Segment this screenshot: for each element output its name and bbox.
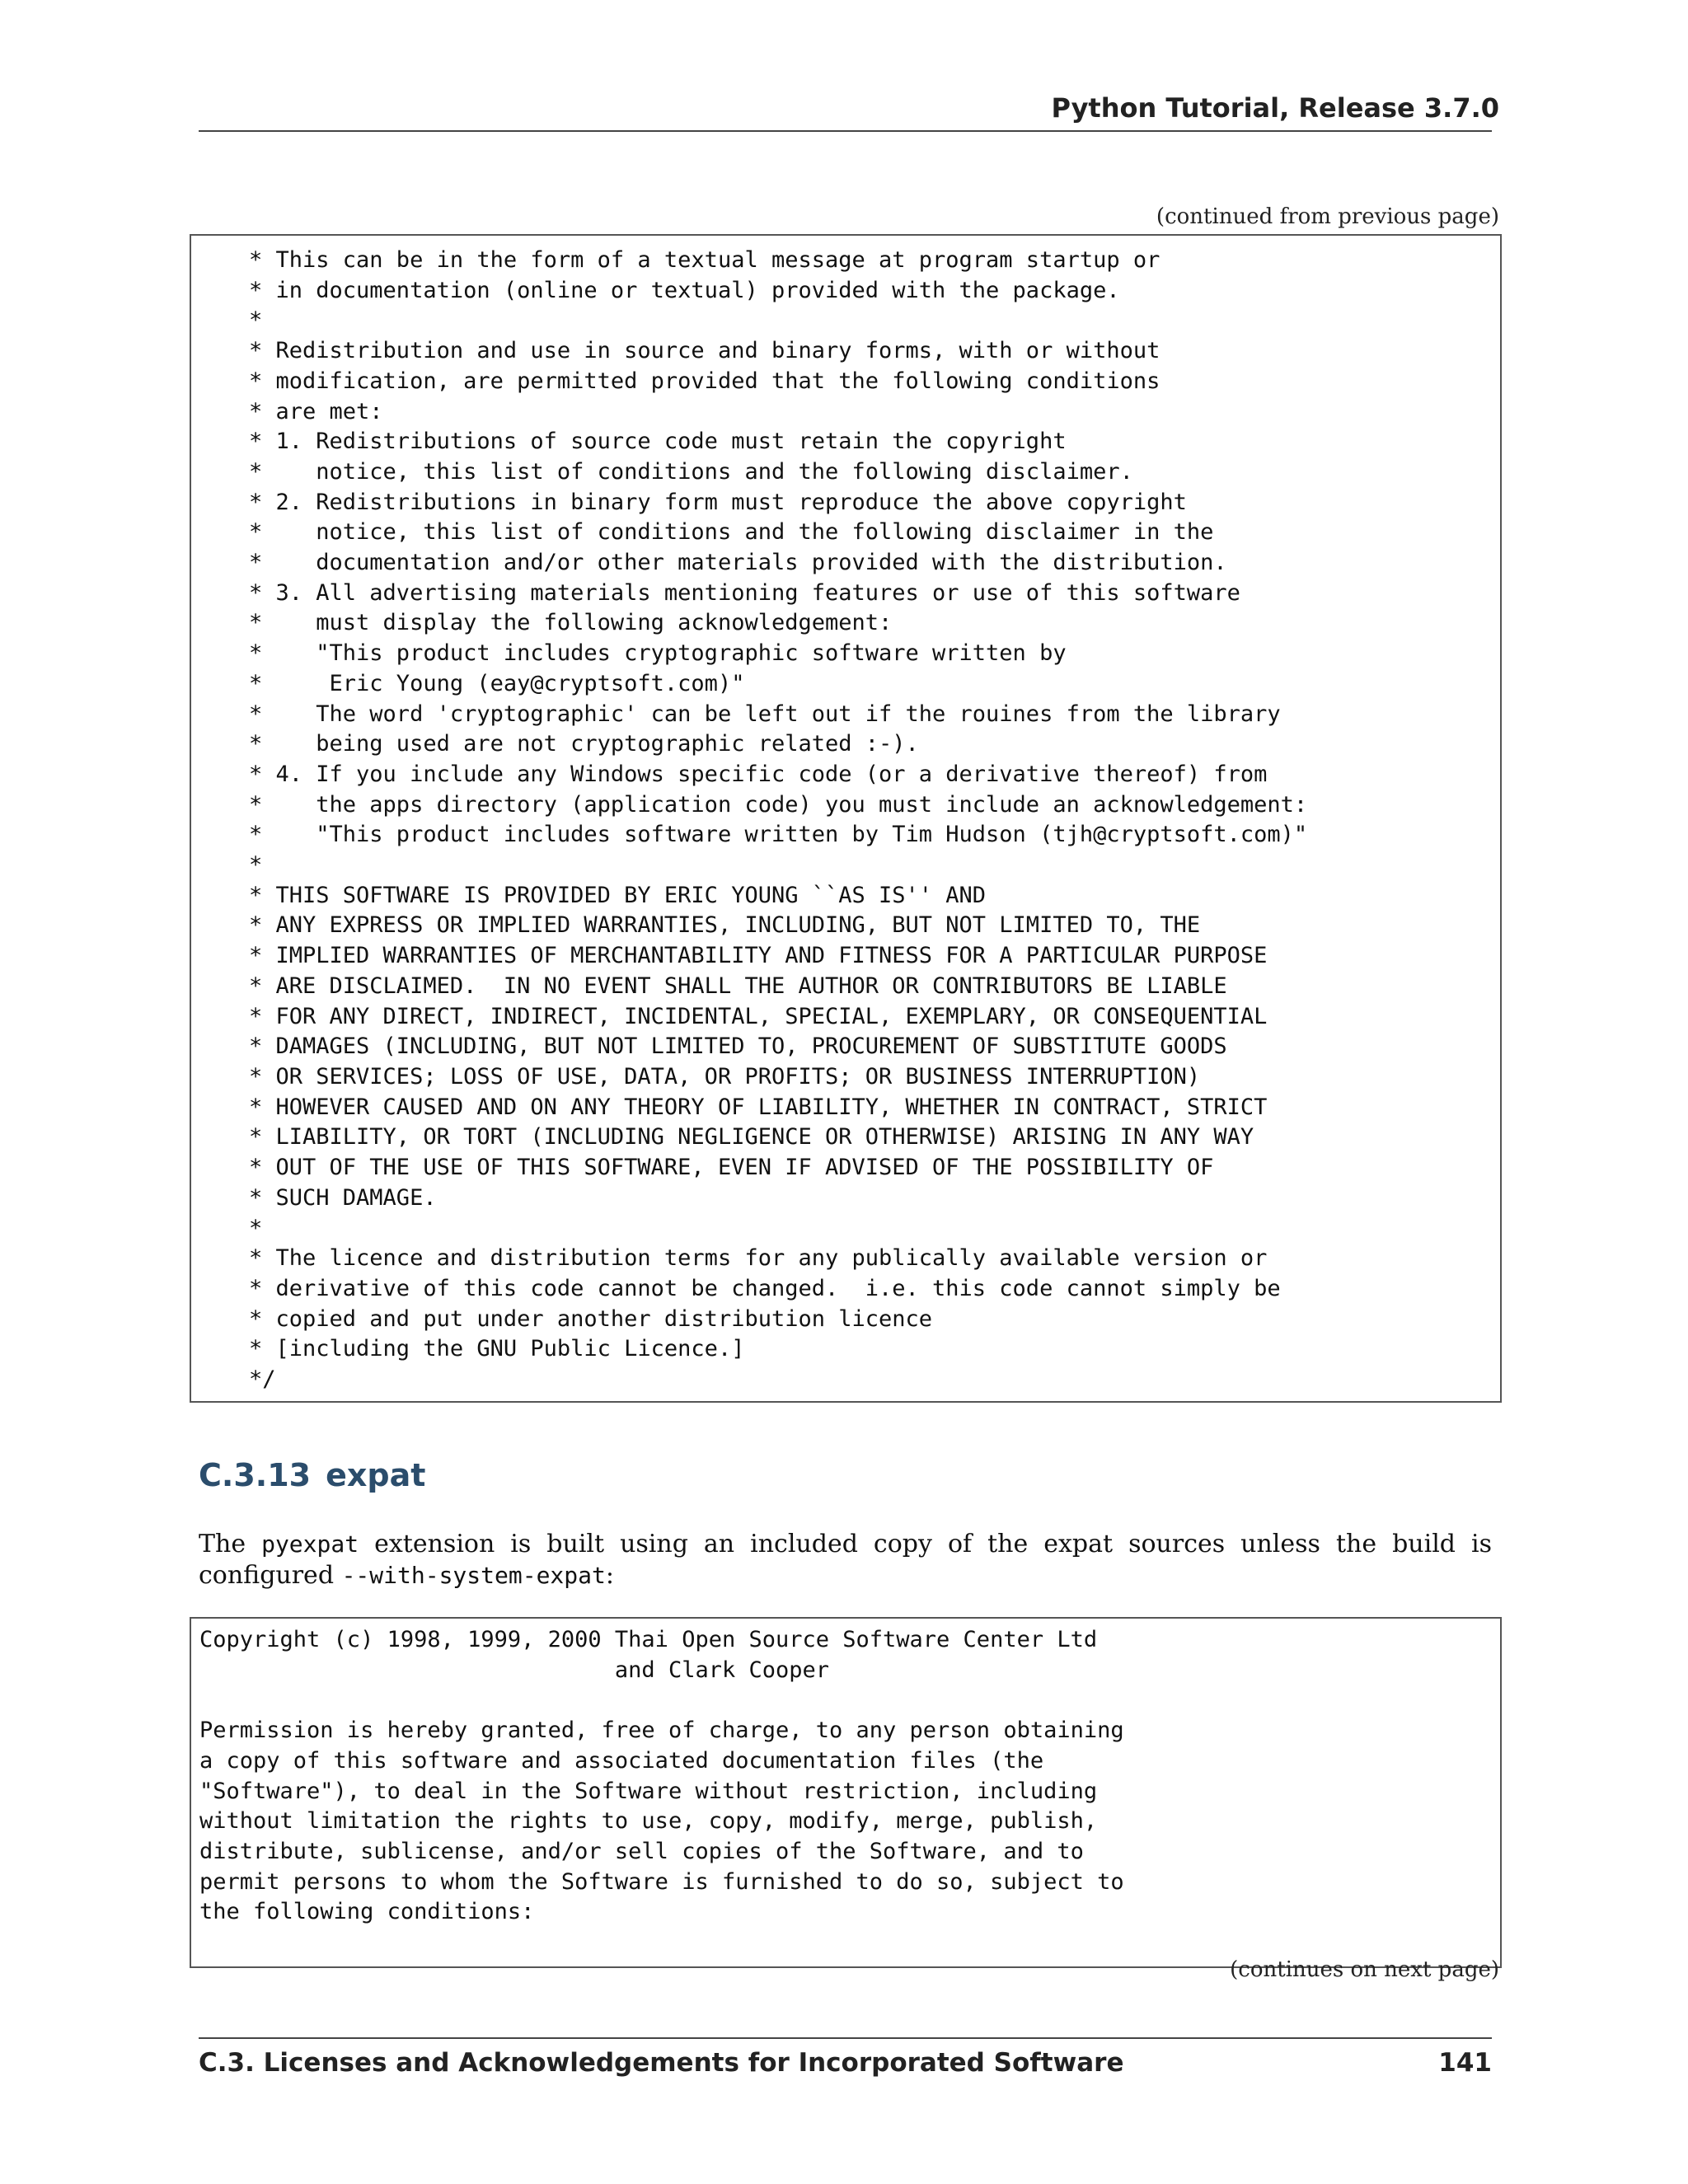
code-block-license-openssl [190, 234, 1502, 1403]
inline-code-with-system-expat: --with-system-expat [341, 1562, 606, 1589]
body-paragraph [199, 1529, 1492, 1591]
section-number: C.3.13 [199, 1457, 312, 1493]
code-block-text: Copyright (c) 1998, 1999, 2000 Thai Open Source Software Center Ltd and Clark Cooper Permission is hereby granted, free of charge, to any person obtaining a copy of this software and associated documentation files (the "Software"), to deal in the Software without restriction, including without limitation the rights to use, copy, modify, merge, publish, distribute, sublicense, and/or sell copies of the Software, and to permit persons to whom the Software is furnished to do so, subject to the following conditions: [199, 1627, 1124, 1925]
paragraph-text: The [199, 1530, 262, 1558]
continues-on-next-note: (continues on next page) [1230, 1957, 1499, 1982]
header-rule [199, 130, 1492, 132]
page-number: 141 [1438, 2048, 1492, 2078]
inline-code-pyexpat: pyexpat [261, 1530, 359, 1558]
paragraph-text: : [605, 1561, 614, 1590]
code-block-text: * This can be in the form of a textual message at program startup or * in documentation (online or textual) provided with the package. * * Redistribution and use in source and binary forms, with or without * modification, are permitted provided that the following conditions * are met: * 1. Redistributions of source code must retain the copyright * notice, this list of conditions and the following disclaimer. * 2. Redistributions in binary form must reproduce the above copyright * notice, this list of conditions and the following disclaimer in the * documentation and/or other materials provided with the distribution. * 3. All advertising materials mentioning features or use of this software * must display the following acknowledgement: * "This product includes cryptographic software written by * Eric Young (eay@cryptsoft.com)" * The word 'cryptographic' can be left out if the rouines from the library * being used are not cryptographic related :-). * 4. If you include any Windows specific code (or a derivative thereof) from * the apps directory (application code) you must include an acknowledgement: * "This product includes software written by Tim Hudson (tjh@cryptsoft.com)" * * THIS SOFTWARE IS PROVIDED BY ERIC YOUNG ``AS IS'' AND * ANY EXPRESS OR IMPLIED WARRANTIES, INCLUDING, BUT NOT LIMITED TO, THE * IMPLIED WARRANTIES OF MERCHANTABILITY AND FITNESS FOR A PARTICULAR PURPOSE * ARE DISCLAIMED. IN NO EVENT SHALL THE AUTHOR OR CONTRIBUTORS BE LIABLE * FOR ANY DIRECT, INDIRECT, INCIDENTAL, SPECIAL, EXEMPLARY, OR CONSEQUENTIAL * DAMAGES (INCLUDING, BUT NOT LIMITED TO, PROCUREMENT OF SUBSTITUTE GOODS * OR SERVICES; LOSS OF USE, DATA, OR PROFITS; OR BUSINESS INTERRUPTION) * HOWEVER CAUSED AND ON ANY THEORY OF LIABILITY, WHETHER IN CONTRACT, STRICT * LIABILITY, OR TORT (INCLUDING NEGLIGENCE OR OTHERWISE) ARISING IN ANY WAY * OUT OF THE USE OF THIS SOFTWARE, EVEN IF ADVISED OF THE POSSIBILITY OF * SUCH DAMAGE. * * The licence and distribution terms for any publically available version or * derivative of this code cannot be changed. i.e. this code cannot simply be * copied and put under another distribution licence * [including the GNU Public Licence.] */ [249, 247, 1308, 1393]
section-heading [199, 1457, 425, 1493]
code-block-license-expat [190, 1617, 1502, 1968]
continued-from-previous-note: (continued from previous page) [1156, 204, 1499, 229]
footer-rule [199, 2037, 1492, 2039]
paragraph-text: extension is built using an included copy of the expat sources unless the build is configured [199, 1530, 1492, 1590]
running-footer-section: C.3. Licenses and Acknowledgements for Incorporated Software [199, 2048, 1124, 2078]
section-title: expat [326, 1457, 426, 1493]
running-header-title: Python Tutorial, Release 3.7.0 [1051, 92, 1499, 124]
